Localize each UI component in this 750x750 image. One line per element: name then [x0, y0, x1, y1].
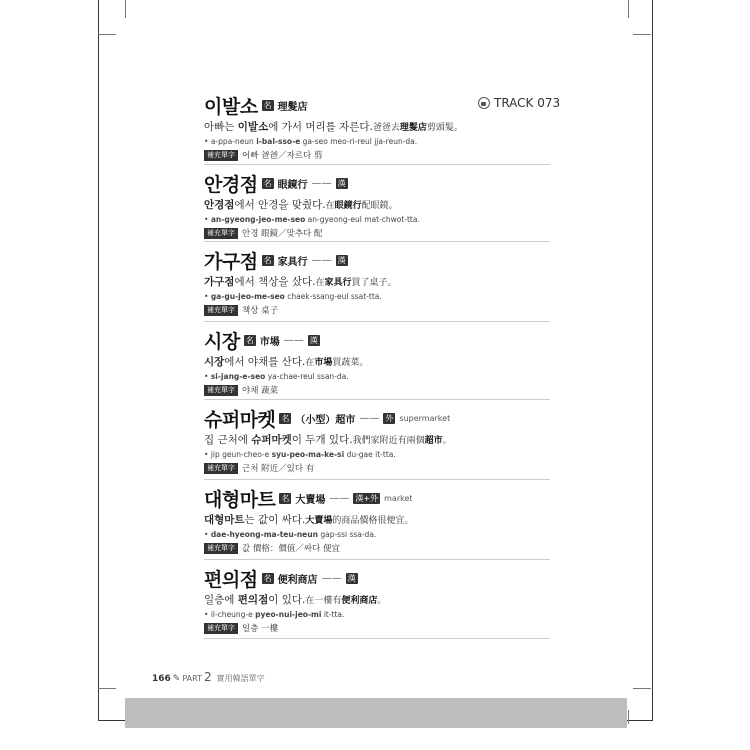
entry-head	[204, 92, 550, 118]
romanization: • jip geun-cheo-e syu-peo-ma-ke-si du-gae it-tta.	[204, 450, 396, 459]
vocab-entry	[204, 92, 550, 161]
divider	[204, 164, 550, 165]
translation-keyword: 家具行	[324, 278, 352, 288]
sentence-text: 는 값이 싸다.	[244, 514, 306, 526]
divider	[204, 241, 550, 242]
dash: ——	[329, 492, 350, 504]
origin-tag: 漢	[347, 573, 356, 583]
romanization-keyword: syu-peo-ma-ke-si	[271, 450, 345, 459]
related-text: 근처 附近／있다 有	[242, 464, 315, 474]
pos-tag: 名	[263, 255, 272, 265]
translation-text: 爸爸去	[372, 123, 400, 133]
translation	[305, 358, 368, 368]
vocab-entry	[204, 327, 550, 396]
translation-text: 在	[325, 201, 335, 211]
origin-tag: 漢+外	[355, 493, 379, 503]
track-label: TRACK 073	[494, 96, 561, 110]
romanization: • a-ppa-neun i-bal-sso-e ga-seo meo-ri-reul jja-reun-da.	[204, 137, 418, 146]
example-sentence	[204, 512, 550, 527]
romanization-text: an-gyeong-eul mat-chwot-tta.	[305, 215, 420, 224]
origin-tag: 漢	[337, 255, 346, 265]
translation-keyword: 超市	[424, 436, 443, 446]
sentence-text: 아빠는	[204, 121, 238, 133]
origin-word: supermarket	[399, 413, 451, 423]
romanization-text: ya-chae-reul ssan-da.	[265, 372, 349, 381]
sentence-text: 에서 책상을 샀다.	[234, 276, 316, 288]
translation-keyword: 便利商店	[341, 596, 378, 606]
pencil-icon: ✎	[172, 674, 181, 684]
meaning: 眼鏡行	[277, 179, 308, 191]
crop-mark	[628, 0, 629, 18]
vocab-entry	[204, 485, 550, 554]
sentence-text: 집 근처에	[204, 434, 252, 446]
sentence-keyword: 슈퍼마켓	[251, 434, 292, 446]
translation-text: 我們家附近有兩個	[352, 436, 425, 446]
translation-text: 。	[442, 436, 452, 446]
romanization-text: jip geun-cheo-e	[210, 450, 272, 459]
related-text: 값 價格：價值／싸다 便宜	[242, 544, 341, 554]
pos-tag: 名	[263, 100, 272, 110]
translation	[373, 123, 463, 133]
crop-mark	[628, 710, 629, 724]
related-words	[204, 622, 550, 634]
translation-keyword: 市場	[314, 358, 333, 368]
romanization-text: it-tta.	[321, 610, 345, 619]
romanization-text: chaek-ssang-eul ssat-tta.	[284, 292, 382, 301]
entry-head	[204, 565, 550, 591]
headword: 편의점	[204, 568, 258, 591]
entry-head	[204, 485, 550, 511]
dash: ——	[283, 334, 304, 346]
translation	[353, 436, 452, 446]
translation-keyword: 理髮店	[399, 123, 427, 133]
romanization: • si-jang-e-seo ya-chae-reul ssan-da.	[204, 372, 349, 381]
sentence-text: 일층에	[204, 594, 238, 606]
crop-mark	[98, 688, 116, 689]
pos-tag: 名	[263, 178, 272, 188]
dash: ——	[359, 412, 380, 424]
headword: 안경점	[204, 173, 258, 196]
translation	[305, 516, 413, 526]
related-words	[204, 384, 550, 396]
translation	[326, 201, 398, 211]
related-label: 補充單字	[204, 228, 238, 239]
romanization: • ga-gu-jeo-me-seo chaek-ssang-eul ssat-tta.	[204, 292, 382, 301]
vocab-entry	[204, 170, 550, 239]
sentence-keyword: 편의점	[237, 594, 269, 606]
section-title: 實用韓語單字	[216, 674, 265, 683]
related-label: 補充單字	[204, 385, 238, 396]
divider	[204, 559, 550, 560]
sentence-text: 에 가서 머리를 자른다.	[268, 121, 373, 133]
translation-text: 。	[377, 596, 387, 606]
related-label: 補充單字	[204, 305, 238, 316]
translation-text: 買了桌子。	[351, 278, 397, 288]
meaning: 理髮店	[277, 101, 308, 113]
dash: ——	[311, 254, 332, 266]
related-text: 야채 蔬菜	[242, 386, 279, 396]
vocab-entry	[204, 405, 550, 474]
translation	[315, 278, 396, 288]
related-text: 안경 眼鏡／맞추다 配	[242, 229, 323, 239]
translation-text: 在一樓有	[305, 596, 342, 606]
origin-tag: 外	[385, 413, 394, 423]
entry-head	[204, 247, 550, 273]
part-number: 2	[204, 670, 212, 684]
headword: 슈퍼마켓	[204, 408, 276, 431]
dash: ——	[311, 177, 332, 189]
dash: ——	[321, 572, 342, 584]
romanization-keyword: ga-gu-jeo-me-seo	[210, 292, 285, 301]
vocab-entry	[204, 565, 550, 634]
example-sentence	[204, 119, 550, 134]
page-footer	[152, 670, 265, 684]
romanization-text: gap-ssi ssa-da.	[317, 530, 377, 539]
translation-text: 的商品價格很便宜。	[332, 516, 414, 526]
pos-tag: 名	[245, 335, 254, 345]
romanization-keyword: an-gyeong-jeo-me-seo	[210, 215, 306, 224]
pos-tag: 名	[263, 573, 272, 583]
divider	[204, 321, 550, 322]
example-sentence	[204, 197, 550, 212]
translation-text: 在	[305, 358, 315, 368]
romanization-text: il-cheung-e	[210, 610, 256, 619]
crop-mark	[98, 34, 116, 35]
crop-mark	[633, 688, 651, 689]
related-label: 補充單字	[204, 150, 238, 161]
sentence-text: 에서 야채를 산다.	[224, 356, 306, 368]
sentence-keyword: 안경점	[204, 199, 235, 211]
divider	[204, 638, 550, 639]
romanization-text: du-gae it-tta.	[344, 450, 396, 459]
headword: 대형마트	[204, 488, 276, 511]
romanization: • il-cheung-e pyeo-nui-jeo-mi it-tta.	[204, 610, 345, 619]
headword: 이발소	[204, 95, 258, 118]
sentence-keyword: 가구점	[204, 276, 235, 288]
sentence-keyword: 시장	[204, 356, 225, 368]
pos-tag: 名	[281, 413, 290, 423]
entry-head	[204, 327, 550, 353]
translation-text: 買蔬菜。	[332, 358, 369, 368]
related-text: 일층 一樓	[242, 624, 279, 634]
sentence-text: 이 있다.	[268, 594, 306, 606]
romanization-text: ga-seo meo-ri-reul jja-reun-da.	[300, 137, 418, 146]
translation-text: 配眼鏡。	[361, 201, 398, 211]
origin-word: market	[384, 493, 413, 503]
related-words	[204, 227, 550, 239]
pos-tag: 名	[281, 493, 290, 503]
crop-mark	[125, 0, 126, 18]
related-label: 補充單字	[204, 623, 238, 634]
romanization: • dae-hyeong-ma-teu-neun gap-ssi ssa-da.	[204, 530, 377, 539]
divider	[204, 479, 550, 480]
related-words	[204, 304, 550, 316]
headword: 시장	[204, 330, 240, 353]
example-sentence	[204, 592, 550, 607]
related-label: 補充單字	[204, 463, 238, 474]
sentence-text: 이 두개 있다.	[291, 434, 353, 446]
translation-text: 在	[315, 278, 325, 288]
related-text: 어빠 爸爸／자르다 剪	[242, 151, 323, 161]
origin-tag: 漢	[309, 335, 318, 345]
entry-head	[204, 170, 550, 196]
related-words	[204, 149, 550, 161]
romanization-keyword: dae-hyeong-ma-teu-neun	[210, 530, 318, 539]
related-text: 책상 桌子	[242, 306, 279, 316]
divider	[204, 399, 550, 400]
romanization-keyword: si-jang-e-seo	[210, 372, 266, 381]
vocab-entry	[204, 247, 550, 316]
headword: 가구점	[204, 250, 258, 273]
sentence-text: 에서 안경을 맞췄다.	[234, 199, 326, 211]
meaning: 大賣場	[295, 494, 326, 506]
page-number: 166	[152, 674, 171, 684]
entry-head	[204, 405, 550, 431]
part-label: PART	[182, 674, 202, 683]
translation-text: 剪頭髮。	[426, 123, 463, 133]
translation	[305, 596, 386, 606]
romanization: • an-gyeong-jeo-me-seo an-gyeong-eul mat-chwot-tta.	[204, 215, 420, 224]
translation-keyword: 大賣場	[305, 516, 333, 526]
bottom-bar	[125, 698, 627, 728]
related-label: 補充單字	[204, 543, 238, 554]
related-words	[204, 462, 550, 474]
romanization-text: a-ppa-neun	[210, 137, 257, 146]
related-words	[204, 542, 550, 554]
example-sentence	[204, 432, 550, 447]
romanization-keyword: i-bal-sso-e	[256, 137, 301, 146]
sentence-keyword: 대형마트	[204, 514, 245, 526]
meaning: 便利商店	[277, 574, 318, 586]
sentence-keyword: 이발소	[237, 121, 269, 133]
translation-keyword: 眼鏡行	[334, 201, 362, 211]
example-sentence	[204, 354, 550, 369]
meaning: 市場	[259, 336, 280, 348]
crop-mark	[633, 34, 651, 35]
meaning: 家具行	[277, 256, 308, 268]
romanization-keyword: pyeo-nui-jeo-mi	[255, 610, 322, 619]
example-sentence	[204, 274, 550, 289]
meaning: （小型）超市	[295, 414, 356, 426]
origin-tag: 漢	[337, 178, 346, 188]
